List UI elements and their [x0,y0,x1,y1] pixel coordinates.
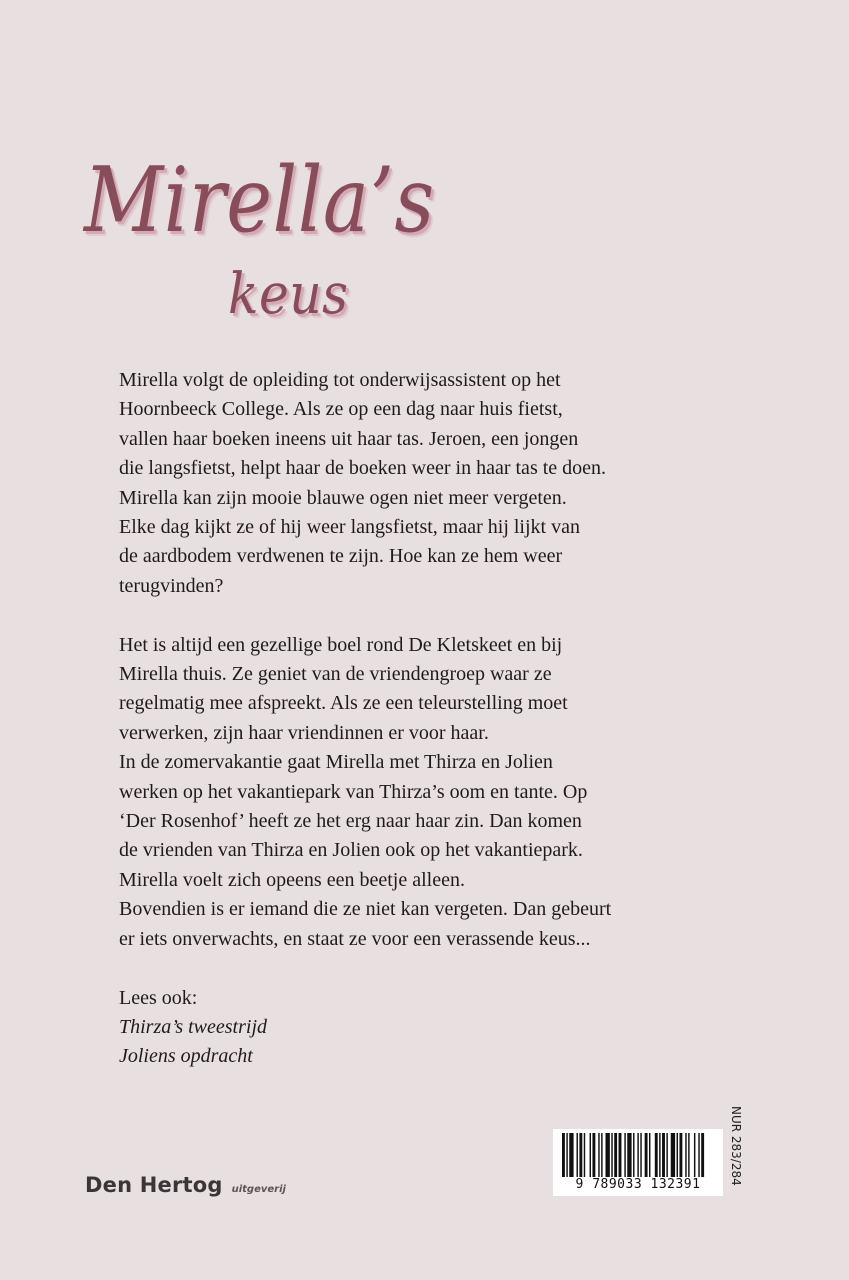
barcode-bar [624,1133,625,1177]
see-also-title: Thirza’s tweestrijd [119,1015,267,1038]
barcode-bar [611,1133,612,1177]
blurb-line: werken op het vakantiepark van Thirza’s oom en tante. Op [119,780,588,803]
barcode-bar [655,1133,658,1177]
barcode-bar [598,1133,599,1177]
barcode-bar [637,1133,638,1177]
barcode-bar [688,1133,689,1177]
barcode-bar [590,1133,591,1177]
barcode-bar [698,1133,699,1177]
book-title [84,146,435,336]
isbn-number: 9 789033 132391 [575,1177,701,1192]
barcode-bar [649,1133,650,1177]
barcode-bar [671,1133,675,1177]
blurb-line: Mirella voelt zich opeens een beetje alleen. [119,868,465,891]
blurb-line: die langsfietst, helpt haar de boeken weer in haar tas te doen. [119,457,607,480]
blurb-line: terugvinden? [119,574,224,597]
barcode-bar [645,1133,648,1177]
barcode-bar [627,1133,631,1177]
blurb-line: Elke dag kijkt ze of hij weer langsfietst, maar hij lijkt van [119,516,580,539]
see-also-label: Lees ook: [119,986,198,1009]
barcode-bar [577,1133,578,1177]
blurb-line: In de zomervakantie gaat Mirella met Thirza en Jolien [119,751,553,774]
barcode-bar [679,1133,682,1177]
barcode-bar [633,1133,634,1177]
blurb-line: ‘Der Rosenhof’ heeft ze het erg naar haar zin. Dan komen [119,810,582,833]
barcode-bar [601,1133,602,1177]
barcode-bar [685,1133,686,1177]
blurb-line: Bovendien is er iemand die ze niet kan vergeten. Dan gebeurt [119,898,612,921]
blurb [119,366,739,1101]
barcode-bar [579,1133,582,1177]
blurb-line: vallen haar boeken ineens uit haar tas. Jeroen, een jongen [119,427,579,450]
see-also [119,984,739,1072]
barcode-bar [701,1133,704,1177]
blurb-line: regelmatig mee afspreekt. Als ze een teleurstelling moet [119,692,568,715]
barcode-bar [566,1133,567,1177]
nur-code-container [728,1106,743,1196]
blurb-line: Het is altijd een gezellige boel rond De Kletskeet en bij [119,633,563,656]
barcode-bar [677,1133,678,1177]
blurb-line: de aardbodem verdwenen te zijn. Hoe kan ze hem weer [119,545,563,568]
barcode-bars [560,1133,716,1177]
barcode-bar [606,1133,610,1177]
barcode-bar [666,1133,667,1177]
barcode-bar [694,1133,695,1177]
barcode-bar [662,1133,665,1177]
barcode-bar [569,1133,573,1177]
blurb-line: Hoornbeeck College. Als ze op een dag naar huis fietst, [119,398,563,421]
barcode-bar [640,1133,641,1177]
blurb-paragraph-1 [119,366,739,601]
title-main: Mirella’s [84,148,435,253]
blurb-line: er iets onverwachts, en staat ze voor een verassende keus... [119,927,591,950]
blurb-line: de vrienden van Thirza en Jolien ook op het vakantiepark. [119,839,583,862]
blurb-line: Mirella volgt de opleiding tot onderwijsassistent op het [119,369,561,391]
barcode-bar [614,1133,617,1177]
blurb-line: Mirella kan zijn mooie blauwe ogen niet meer vergeten. [119,486,567,509]
barcode-bar [659,1133,660,1177]
blurb-line: verwerken, zijn haar vriendinnen er voor haar. [119,721,489,744]
isbn-barcode [553,1129,723,1196]
barcode-bar [584,1133,585,1177]
blurb-line: Mirella thuis. Ze geniet van de vriendengroep waar ze [119,663,552,686]
barcode-bar [619,1133,622,1177]
blurb-paragraph-2 [119,631,739,954]
barcode-bar [592,1133,595,1177]
nur-code: NUR 283/284 [729,1106,743,1186]
publisher-name: Den Hertog [85,1173,223,1197]
publisher-logo [85,1173,286,1203]
barcode-bar [562,1133,565,1177]
publisher-tag: uitgeverij [231,1184,286,1195]
title-sub: keus [228,262,349,327]
see-also-title: Joliens opdracht [119,1045,253,1068]
